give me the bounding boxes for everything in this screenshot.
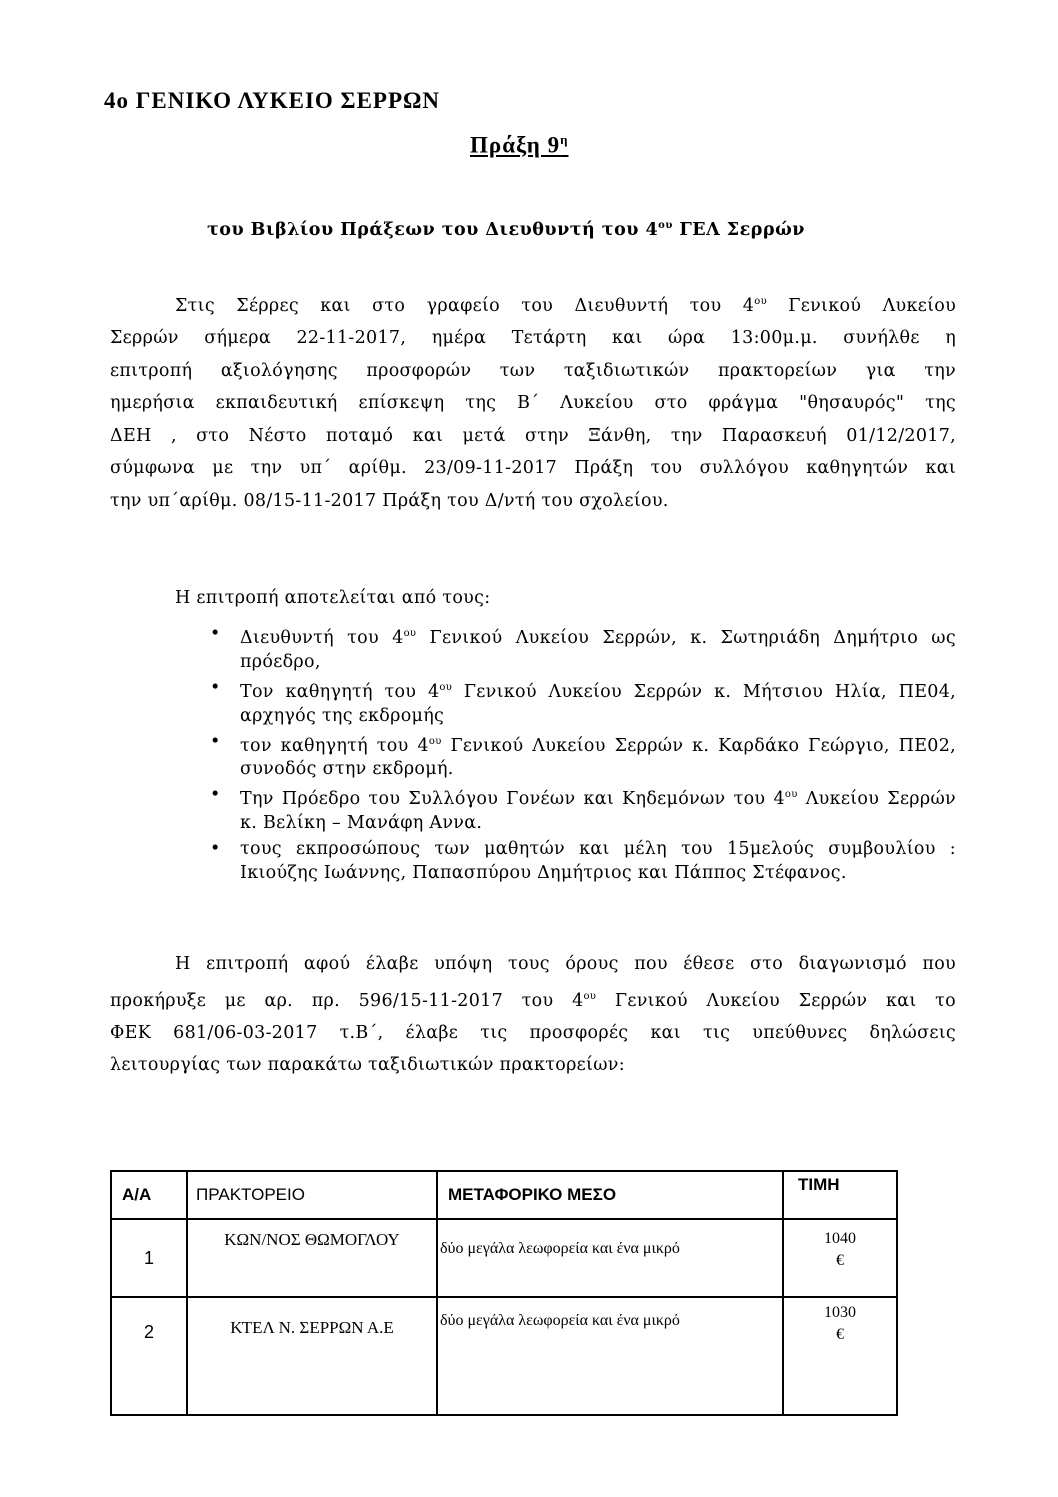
member-3-sup: ου: [428, 735, 442, 747]
member-5-text: τους εκπροσώπους των μαθητών και μέλη του 15μελούς συμβουλίου : Ικιούζης Ιωάννης, Παπασπύρου Δημήτριος και Πάππος Στέφανος.: [240, 839, 956, 884]
row-number: 2: [111, 1297, 187, 1415]
row-agency: ΚΤΕΛ Ν. ΣΕΡΡΩΝ Α.Ε: [187, 1297, 437, 1415]
member-3-pre: τον καθηγητή του 4: [240, 735, 429, 756]
intro-line-2: Σερρών σήμερα 22-11-2017, ημέρα Τετάρτη και ώρα 13:00μ.μ. συνήλθε η: [110, 328, 956, 349]
row-means: δύο μεγάλα λεωφορεία και ένα μικρό: [437, 1219, 783, 1297]
member-2-pre: Τον καθηγητή του 4: [240, 681, 440, 702]
row-price: [783, 1219, 897, 1297]
row-price: [783, 1297, 897, 1415]
subtitle-superscript: ου: [658, 220, 673, 232]
intro-paragraph: [110, 286, 957, 517]
subtitle-text-pre: του Βιβλίου Πράξεων του Διευθυντή του 4: [207, 220, 659, 240]
intro-line-6: σύμφωνα με την υπ΄ αρίθμ. 23/09-11-2017 Πράξη του συλλόγου καθηγητών και: [110, 458, 956, 479]
intro-line-1-pre: Στις Σέρρες και στο γραφείο του Διευθυντή του 4: [175, 295, 755, 316]
decision-line-2-sup: ου: [583, 990, 597, 1002]
list-item: [210, 783, 956, 835]
member-1-sup: ου: [403, 628, 417, 639]
act-subtitle: [207, 220, 805, 240]
bullet-icon: •: [210, 731, 221, 752]
table-row: [111, 1297, 897, 1415]
decision-line-2-post: Γενικού Λυκείου Σερρών και το: [596, 990, 956, 1011]
committee-intro: Η επιτροπή αποτελείται από τους:: [175, 588, 491, 608]
table-header-row: [111, 1171, 897, 1219]
header-price: ΤΙΜΗ: [783, 1171, 897, 1219]
header-agency: ΠΡΑΚΤΟΡΕΙΟ: [187, 1171, 437, 1219]
member-4-pre: Την Πρόεδρο του Συλλόγου Γονέων και Κηδεμόνων του 4: [240, 789, 785, 810]
bullet-icon: •: [210, 624, 221, 644]
decision-line-3: ΦΕΚ 681/06-03-2017 τ.Β΄, έλαβε τις προσφορές και τις υπεύθυνες δηλώσεις: [110, 1022, 956, 1043]
committee-members-list: [210, 622, 956, 887]
list-item: [210, 730, 956, 782]
member-1-post: Γενικού Λυκείου Σερρών, κ. Σωτηριάδη Δημήτριο ως πρόεδρο,: [240, 627, 956, 672]
member-4-post: Λυκείου Σερρών κ. Βελίκη – Μανάφη Αννα.: [240, 789, 956, 834]
intro-line-1: [175, 286, 956, 322]
intro-line-4: ημερήσια εκπαιδευτική επίσκεψη της Β΄ Λυκείου στο φράγμα "θησαυρός" της: [110, 393, 956, 414]
price-currency: €: [836, 1326, 844, 1343]
member-1-pre: Διευθυντή του 4: [240, 627, 404, 648]
decision-line-1: Η επιτροπή αφού έλαβε υπόψη τους όρους που έθεσε στο διαγωνισμό που: [175, 954, 956, 974]
row-means: δύο μεγάλα λεωφορεία και ένα μικρό: [437, 1297, 783, 1415]
price-value: 1030: [824, 1304, 856, 1321]
intro-line-1-sup: ου: [754, 296, 767, 307]
list-item: [210, 676, 956, 728]
intro-line-1-post: Γενικού Λυκείου: [766, 295, 957, 316]
act-title: [470, 132, 569, 159]
member-3-post: Γενικού Λυκείου Σερρών κ. Καρδάκο Γεώργιο, ΠΕ02, συνοδός στην εκδρομή.: [240, 735, 956, 780]
list-item: [210, 622, 956, 674]
offers-table: [110, 1170, 898, 1416]
price-value: 1040: [824, 1230, 856, 1247]
decision-line-2: [110, 981, 956, 1017]
member-4-sup: ου: [784, 789, 798, 801]
intro-line-7: την υπ΄αρίθμ. 08/15-11-2017 Πράξη του Δ/ντή του σχολείου.: [110, 490, 669, 511]
intro-line-3: επιτροπή αξιολόγησης προσφορών των ταξιδιωτικών πρακτορείων για την: [110, 360, 956, 381]
school-name: 4ο ΓΕΝΙΚΟ ΛΥΚΕΙΟ ΣΕΡΡΩΝ: [104, 88, 441, 113]
bullet-icon: •: [210, 839, 221, 860]
price-currency: €: [836, 1252, 844, 1269]
act-title-superscript: η: [560, 132, 569, 147]
member-2-post: Γενικού Λυκείου Σερρών κ. Μήτσιου Ηλία, ΠΕ04, αρχηγός της εκδρομής: [240, 681, 957, 726]
row-number: 1: [111, 1219, 187, 1297]
decision-paragraph: [110, 948, 956, 1082]
row-agency: ΚΩΝ/ΝΟΣ ΘΩΜΟΓΛΟΥ: [187, 1219, 437, 1297]
decision-line-2-pre: προκήρυξε με αρ. πρ. 596/15-11-2017 του 4: [110, 990, 584, 1011]
table-row: [111, 1219, 897, 1297]
act-title-text: Πράξη 9: [470, 132, 561, 158]
bullet-icon: •: [210, 785, 221, 806]
intro-line-5: ΔΕΗ , στο Νέστο ποταμό και μετά στην Ξάνθη, την Παρασκευή 01/12/2017,: [110, 425, 956, 446]
bullet-icon: •: [210, 677, 221, 698]
list-item: [210, 837, 956, 885]
decision-line-4: λειτουργίας των παρακάτω ταξιδιωτικών πρακτορείων:: [110, 1055, 625, 1076]
subtitle-text-post: ΓΕΛ Σερρών: [672, 220, 805, 240]
header-means: ΜΕΤΑΦΟΡΙΚΟ ΜΕΣΟ: [437, 1171, 783, 1219]
header-aa: Α/Α: [111, 1171, 187, 1219]
member-2-sup: ου: [439, 681, 453, 693]
